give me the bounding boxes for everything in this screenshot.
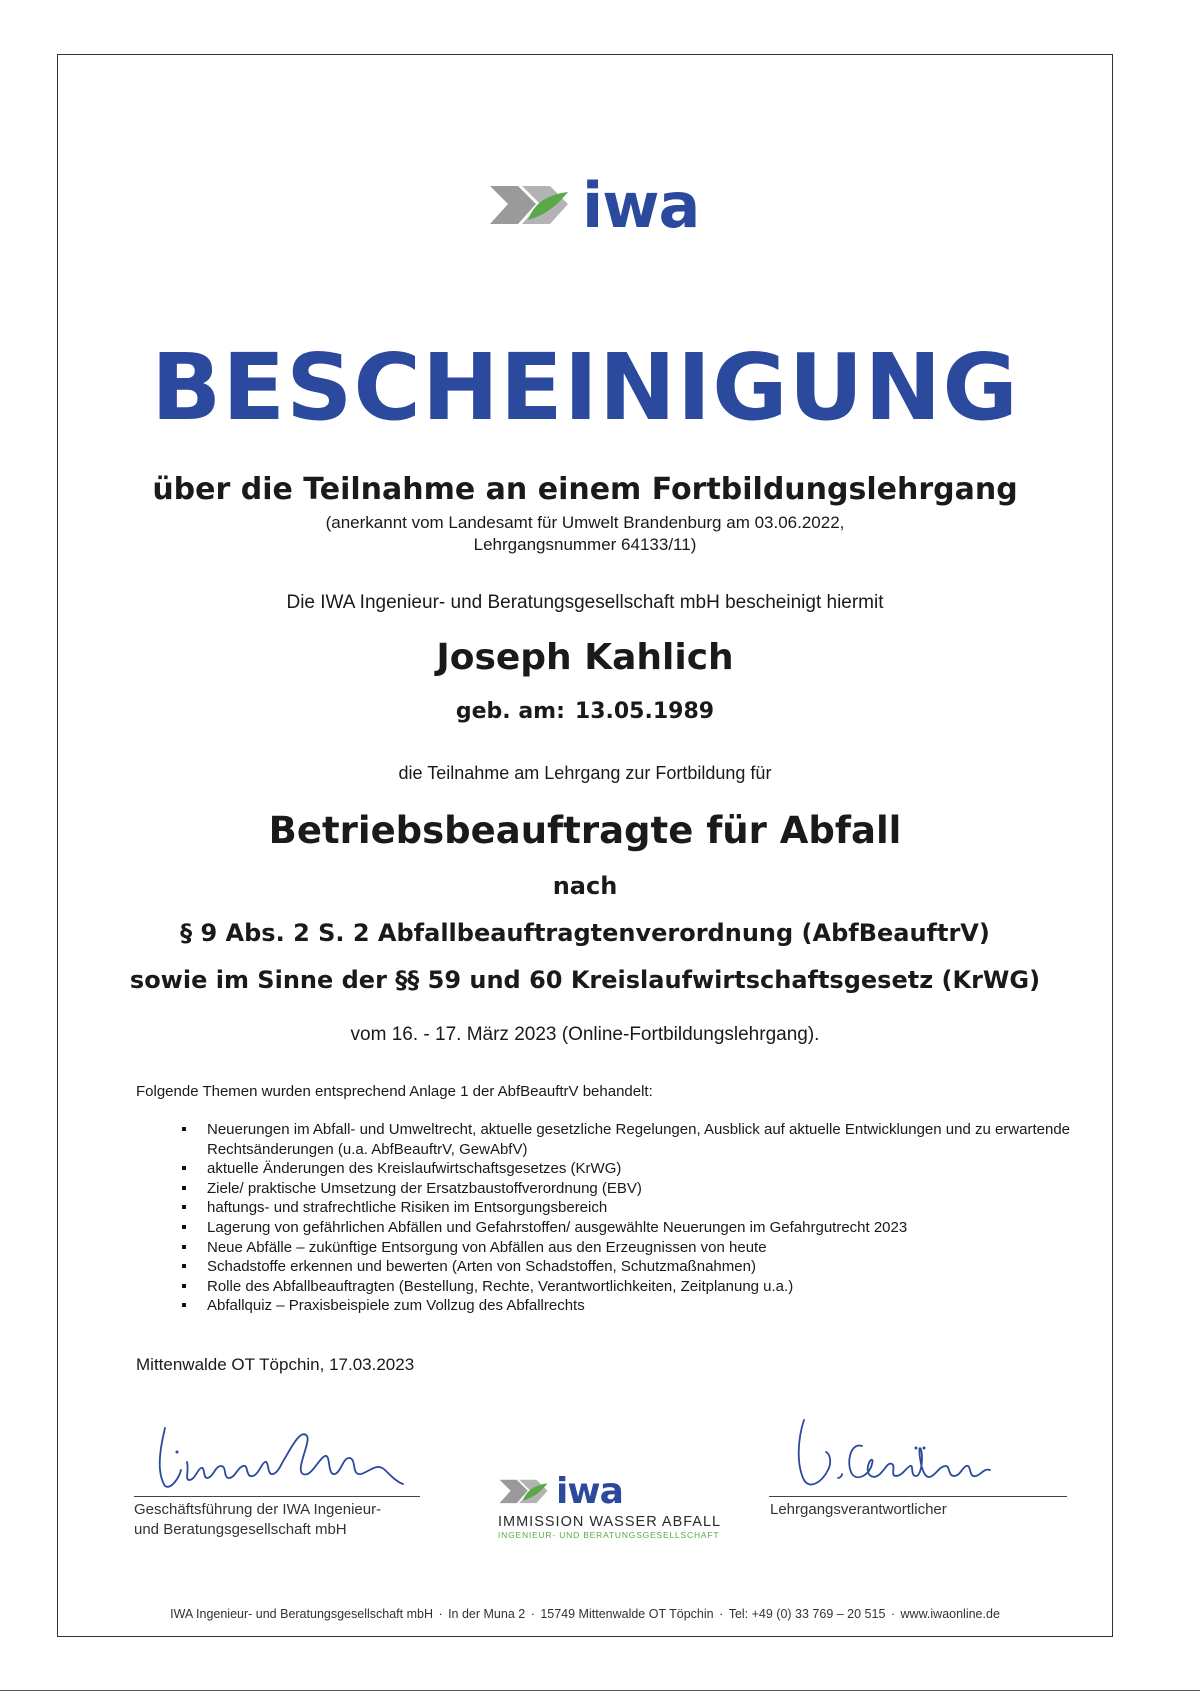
participant-name: Joseph Kahlich [436, 637, 734, 678]
certify-statement: Die IWA Ingenieur- und Beratungsgesellschaft mbH bescheinigt hiermit [286, 592, 884, 613]
law-reference-1: § 9 Abs. 2 S. 2 Abfallbeauftragtenverordnung (AbfBeauftrV) [180, 919, 990, 947]
course-dates: vom 16. - 17. März 2023 (Online-Fortbildungslehrgang). [350, 1024, 820, 1045]
list-item: aktuelle Änderungen des Kreislaufwirtschaftsgesetzes (KrWG) [176, 1159, 1096, 1179]
list-item: Neuerungen im Abfall- und Umweltrecht, aktuelle gesetzliche Regelungen, Ausblick auf aktuelle Entwicklungen und zu erwartende Rechtsänderungen (u.a. AbfBeauftrV, GewAbfV) [176, 1120, 1096, 1159]
signature-role-left [134, 1500, 454, 1540]
topics-intro: Folgende Themen wurden entsprechend Anlage 1 der AbfBeauftrV behandelt: [136, 1083, 653, 1100]
page-bottom-rule [0, 1690, 1200, 1691]
recognition-note [57, 512, 1113, 556]
recognition-line-1: (anerkannt vom Landesamt für Umwelt Brandenburg am 03.06.2022, [325, 513, 845, 532]
footer-web: www.iwaonline.de [900, 1607, 1000, 1621]
signature-right [770, 1418, 1070, 1493]
role-left-line-2: und Beratungsgesellschaft mbH [134, 1521, 347, 1538]
signature-line-left [134, 1496, 420, 1497]
iwa-logo-mark-icon [498, 1476, 554, 1508]
bottom-logo-row [498, 1471, 718, 1512]
signature-role-right: Lehrgangsverantwortlicher [770, 1501, 947, 1518]
certificate-title: BESCHEINIGUNG [151, 334, 1019, 441]
topics-list [176, 1120, 1096, 1316]
list-item: haftungs- und strafrechtliche Risiken im Entsorgungsbereich [176, 1198, 1096, 1218]
nach-label: nach [552, 872, 618, 900]
signature-line-right [769, 1496, 1067, 1497]
course-intro: die Teilnahme am Lehrgang zur Fortbildung für [398, 763, 772, 783]
iwa-wordmark: iwa [556, 1471, 623, 1512]
logo-tagline: IMMISSION WASSER ABFALL [498, 1514, 722, 1530]
list-item: Schadstoffe erkennen und bewerten (Arten von Schadstoffen, Schutzmaßnahmen) [176, 1257, 1096, 1277]
list-item: Neue Abfälle – zukünftige Entsorgung von Abfällen aus den Erzeugnissen von heute [176, 1238, 1096, 1258]
footer-city: 15749 Mittenwalde OT Töpchin [540, 1607, 714, 1621]
participant-birth [57, 698, 1113, 726]
role-left-line-1: Geschäftsführung der IWA Ingenieur- [134, 1501, 382, 1518]
signature-left [135, 1418, 435, 1493]
list-item: Ziele/ praktische Umsetzung der Ersatzbaustoffverordnung (EBV) [176, 1179, 1096, 1199]
iwa-wordmark: iwa [582, 169, 700, 242]
footer-phone: Tel: +49 (0) 33 769 – 20 515 [728, 1607, 886, 1621]
place-and-date: Mittenwalde OT Töpchin, 17.03.2023 [136, 1355, 415, 1374]
list-item: Abfallquiz – Praxisbeispiele zum Vollzug des Abfallrechts [176, 1296, 1096, 1316]
footer-company: IWA Ingenieur- und Beratungsgesellschaft mbH [170, 1607, 433, 1621]
iwa-logo-bottom [498, 1471, 722, 1540]
recognition-line-2: Lehrgangsnummer 64133/11) [473, 535, 697, 554]
law-reference-2: sowie im Sinne der §§ 59 und 60 Kreislaufwirtschaftsgesetz (KrWG) [129, 966, 1041, 994]
course-title: Betriebsbeauftragte für Abfall [268, 809, 902, 852]
footer-street: In der Muna 2 [448, 1607, 526, 1621]
iwa-logo [488, 169, 700, 242]
logo-subtagline: INGENIEUR- UND BERATUNGSGESELLSCHAFT [498, 1530, 720, 1540]
certificate-subtitle: über die Teilnahme an einem Fortbildungslehrgang [152, 472, 1018, 507]
footer-address: IWA Ingenieur- und Beratungsgesellschaft mbH · In der Muna 2 · 15749 Mittenwalde OT Töpchin · Tel: +49 (0) 33 769 – 20 515 · www.iwaonline.de [170, 1607, 1000, 1621]
list-item: Rolle des Abfallbeauftragten (Bestellung, Rechte, Verantwortlichkeiten, Zeitplanung u.a.) [176, 1277, 1096, 1297]
birth-date: 13.05.1989 [574, 699, 715, 724]
iwa-logo-mark-icon [488, 180, 578, 232]
list-item: Lagerung von gefährlichen Abfällen und Gefahrstoffen/ ausgewählte Neuerungen im Gefahrgutrecht 2023 [176, 1218, 1096, 1238]
birth-label: geb. am: [455, 699, 565, 724]
